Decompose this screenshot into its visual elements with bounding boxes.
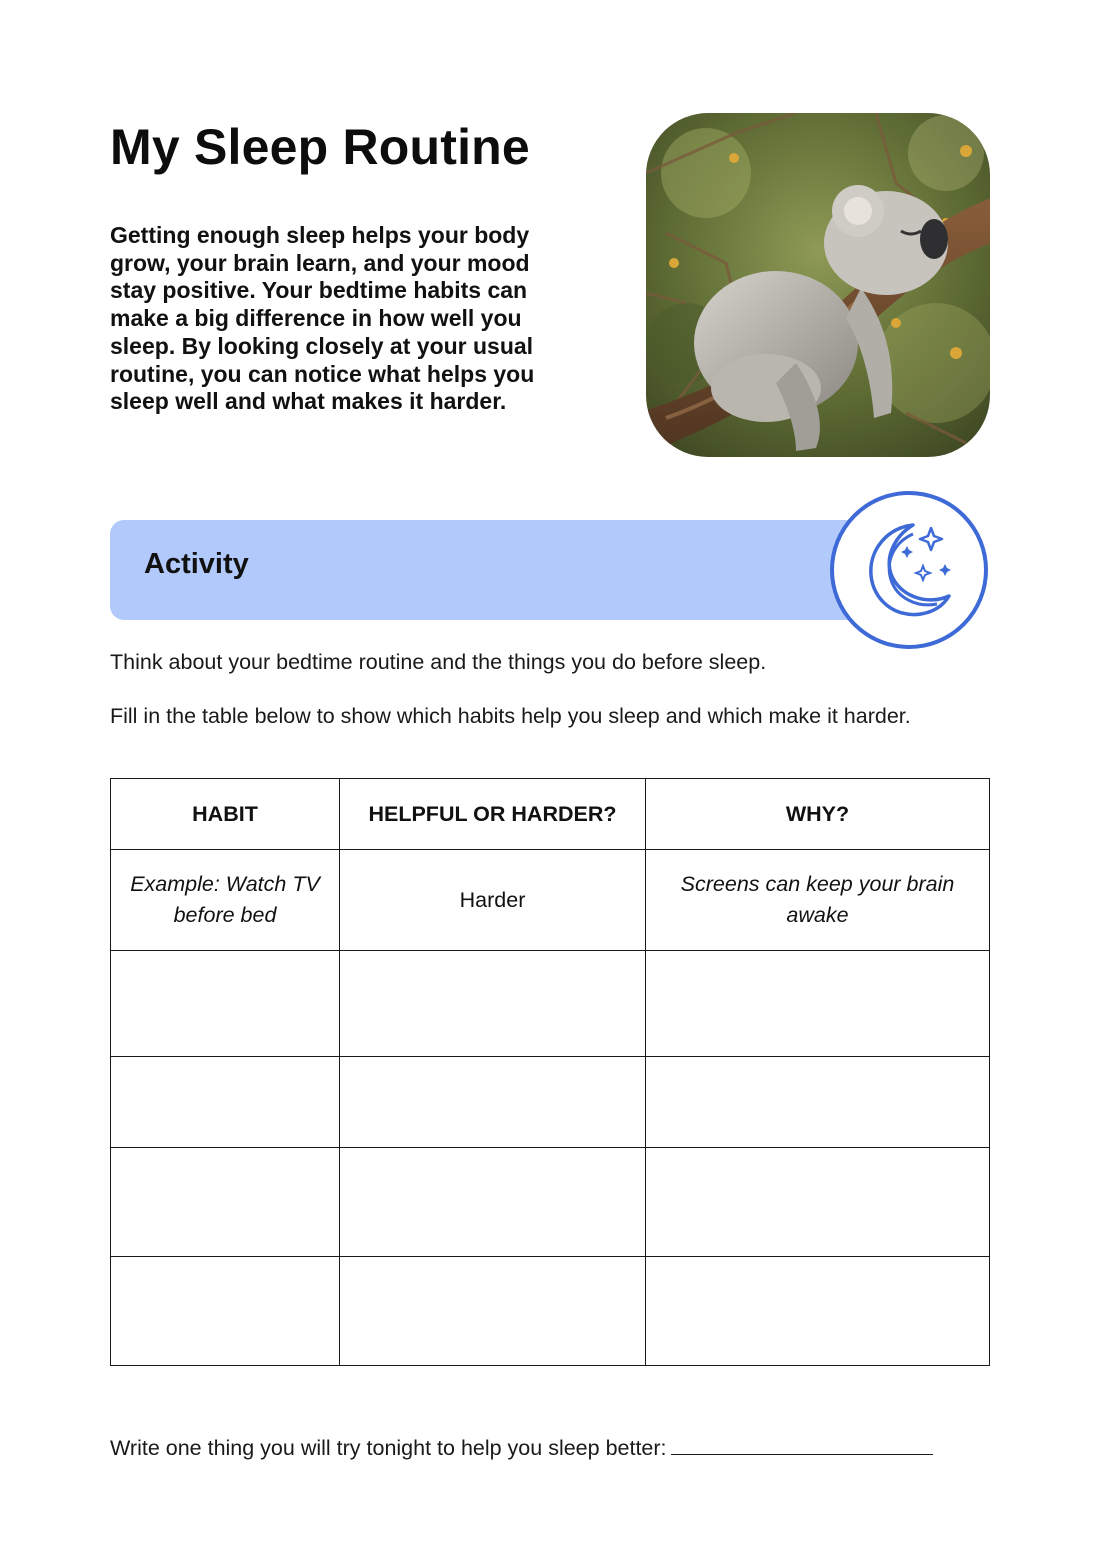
- activity-banner: [110, 520, 900, 620]
- moon-stars-icon: [829, 490, 989, 650]
- habits-table: [110, 778, 990, 1366]
- closing-prompt-line: [110, 1432, 933, 1461]
- rating-cell[interactable]: [340, 1057, 646, 1148]
- page-title: My Sleep Routine: [110, 119, 530, 175]
- example-why: Screens can keep your brain awake: [646, 850, 990, 951]
- instruction-2: Fill in the table below to show which habits help you sleep and which make it harder.: [110, 704, 911, 728]
- closing-prompt: Write one thing you will try tonight to help you sleep better:: [110, 1436, 667, 1460]
- habit-cell[interactable]: [111, 951, 340, 1057]
- table-row: [111, 1148, 990, 1257]
- answer-blank[interactable]: [671, 1432, 933, 1455]
- example-rating: Harder: [340, 850, 646, 951]
- instruction-1: Think about your bedtime routine and the things you do before sleep.: [110, 650, 767, 674]
- header-why: WHY?: [646, 779, 990, 850]
- koala-photo: [646, 113, 990, 457]
- activity-heading: Activity: [144, 548, 249, 580]
- header-helpful-or-harder: HELPFUL OR HARDER?: [340, 779, 646, 850]
- why-cell[interactable]: [646, 1057, 990, 1148]
- rating-cell[interactable]: [340, 951, 646, 1057]
- habit-cell[interactable]: [111, 1257, 340, 1366]
- table-row: [111, 1057, 990, 1148]
- why-cell[interactable]: [646, 1257, 990, 1366]
- header-habit: HABIT: [111, 779, 340, 850]
- habit-cell[interactable]: [111, 1057, 340, 1148]
- intro-paragraph: Getting enough sleep helps your body grow, your brain learn, and your mood stay positive. Your bedtime habits can make a big difference in how well you sleep. By looking closely at your usual routine, you can notice what helps you sleep well and what makes it harder.: [110, 222, 535, 415]
- example-habit: Example: Watch TV before bed: [111, 850, 340, 951]
- rating-cell[interactable]: [340, 1257, 646, 1366]
- table-header-row: [111, 779, 990, 850]
- why-cell[interactable]: [646, 951, 990, 1057]
- table-row: [111, 951, 990, 1057]
- example-row: [111, 850, 990, 951]
- table-row: [111, 1257, 990, 1366]
- habit-cell[interactable]: [111, 1148, 340, 1257]
- why-cell[interactable]: [646, 1148, 990, 1257]
- rating-cell[interactable]: [340, 1148, 646, 1257]
